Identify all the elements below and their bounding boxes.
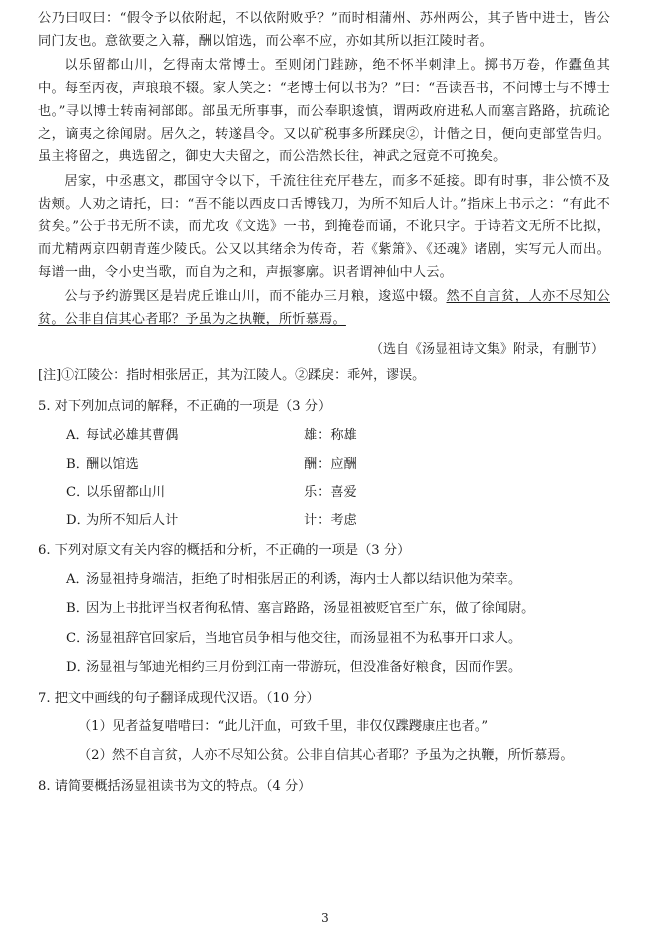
subitem-text: 然不自言贫，人亦不尽知公贫。公非自信其心者耶？予虽为之执鞭，所忻慕焉。	[112, 747, 574, 763]
passage-paragraph-1: 公乃曰叹曰：“假令予以依附起，不以依附败乎？”而时相蒲州、苏州两公，其子皆中进士，皆公同门友也。意欲要之入幕，酬以馆选，而公率不应，亦如其所以拒江陵时者。	[38, 11, 610, 49]
question-7-stem	[38, 688, 610, 710]
subitem-label: （2）	[78, 747, 113, 763]
question-6-option-c[interactable]	[38, 628, 610, 650]
passage-paragraph-4-text: 公与予约游巽区是岩虎丘谁山川，而不能办三月粮，逡巡中辍。	[64, 289, 447, 305]
question-5-option-a[interactable]	[38, 425, 610, 446]
option-label: A．	[66, 428, 89, 444]
passage-paragraph-2: 以乐留都山川，乞得南太常博士。至则闭门跬跡，绝不怀半刺津上。掷书万卷，作蠹鱼其中。每至丙夜，声琅琅不辍。家人笑之：“老博士何以书为？”曰：“吾读吾书，不问博士与不博士也。”寻以博士转南祠部郎。部虽无所事事，而公奉职逡慎，谓两政府进私人而塞言路路，抗疏论之，谪夷之徐闻尉。居久之，转遂昌令。又以矿税事多所蹂戾②，计偕之日，便向吏部堂告归。虽主将留之，典选留之，御史大夫留之，而公浩然长往，神武之冠竟不可挽矣。	[38, 58, 610, 165]
option-text: 酬以馆选	[86, 456, 139, 472]
option-text: 为所不知后人计	[86, 512, 179, 528]
option-text: 汤显祖与邹迪光相约三月份到江南一带游玩，但没准备好粮食，因而作罢。	[86, 659, 522, 675]
option-label: D．	[66, 659, 90, 675]
passage-paragraph-3: 居家，中丞惠文，郡国守令以下，千流往往充厈巷左，而多不延接。即有时事，非公愤不及齿颊。人劝之请托，曰：“吾不能以西皮口舌博钱刀，为所不知后人计。”指床上书示之：“有此不贫矣。”公于书无所不读，而尤攻《文选》一书，到掩卷而诵，不讹只字。于诗若文无所不比拟，而尤精两京四朝青莲少陵氏。公又以其绪余为传奇，若《紫箫》、《还魂》诸剧，实写元人而出。每谱一曲，令小史当歌，而自为之和，声振寥廓。识者谓神仙中人云。	[38, 173, 610, 280]
option-text: 每试必雄其曹偶	[86, 428, 179, 444]
question-5-number: 5.	[38, 398, 51, 414]
option-gloss: 计：考虑	[304, 512, 357, 528]
question-7-subitem-2	[38, 745, 610, 767]
question-8-number: 8.	[38, 779, 51, 795]
question-8-text: 请简要概括汤显祖读书为文的特点。（4 分）	[54, 779, 312, 795]
passage-paragraph-4-underlined: 然不自言贫，人亦不尽知公贫。公非自信其心者耶？予虽为之执鞭，所忻慕焉。	[38, 289, 610, 328]
question-5-option-d[interactable]	[38, 510, 610, 531]
subitem-label: （1）	[78, 719, 113, 735]
option-label: B．	[66, 456, 89, 472]
option-text: 汤显祖持身端洁，拒绝了时相张居正的利诱，海内士人都以结识他为荣幸。	[86, 572, 522, 588]
question-6-stem	[38, 540, 610, 562]
question-5-text: 对下列加点词的解释，不正确的一项是（3 分）	[54, 398, 332, 414]
question-7-text: 把文中画线的句子翻译成现代汉语。（10 分）	[54, 691, 320, 706]
question-6-text: 下列对原文有关内容的概括和分析，不正确的一项是（3 分）	[54, 542, 411, 558]
option-text: 汤显祖辞官回家后，当地官员争相与他交往，而汤显祖不为私事开口求人。	[86, 630, 522, 646]
question-7-number: 7.	[38, 691, 51, 706]
question-5-option-b[interactable]	[38, 454, 610, 475]
option-label: C．	[66, 484, 90, 500]
subitem-text: 见者益复唶唶曰：“此儿汗血，可致千里，非仅仅蹀躞康庄也者。”	[112, 719, 489, 735]
option-label: B．	[66, 601, 89, 617]
question-6-option-a[interactable]	[38, 569, 610, 591]
option-text: 因为上书批评当权者徇私情、塞言路路，汤显祖被贬官至广东，做了徐闻尉。	[86, 601, 535, 617]
passage-paragraph-4	[38, 286, 610, 331]
question-6-number: 6.	[38, 542, 51, 558]
question-8-stem	[38, 776, 610, 798]
question-5-option-c[interactable]	[38, 482, 610, 503]
option-gloss: 乐：喜爱	[304, 484, 357, 500]
option-label: D．	[66, 512, 90, 528]
source-attribution: （选自《汤显祖诗文集》附录，有删节）	[369, 341, 604, 357]
option-label: C．	[66, 630, 90, 646]
question-6-option-b[interactable]	[38, 598, 610, 620]
question-7-subitem-1	[38, 716, 610, 738]
question-5-stem	[38, 396, 610, 418]
option-gloss: 雄：称雄	[304, 428, 357, 444]
footnote: [注]①江陵公：指时相张居正，其为江陵人。②蹂戾：乖舛，谬误。	[38, 367, 426, 383]
option-text: 以乐留都山川	[86, 484, 166, 500]
option-label: A．	[66, 572, 89, 588]
option-gloss: 酬：应酬	[304, 456, 357, 472]
page-number: 3	[321, 911, 329, 925]
question-6-option-d[interactable]	[38, 657, 610, 679]
